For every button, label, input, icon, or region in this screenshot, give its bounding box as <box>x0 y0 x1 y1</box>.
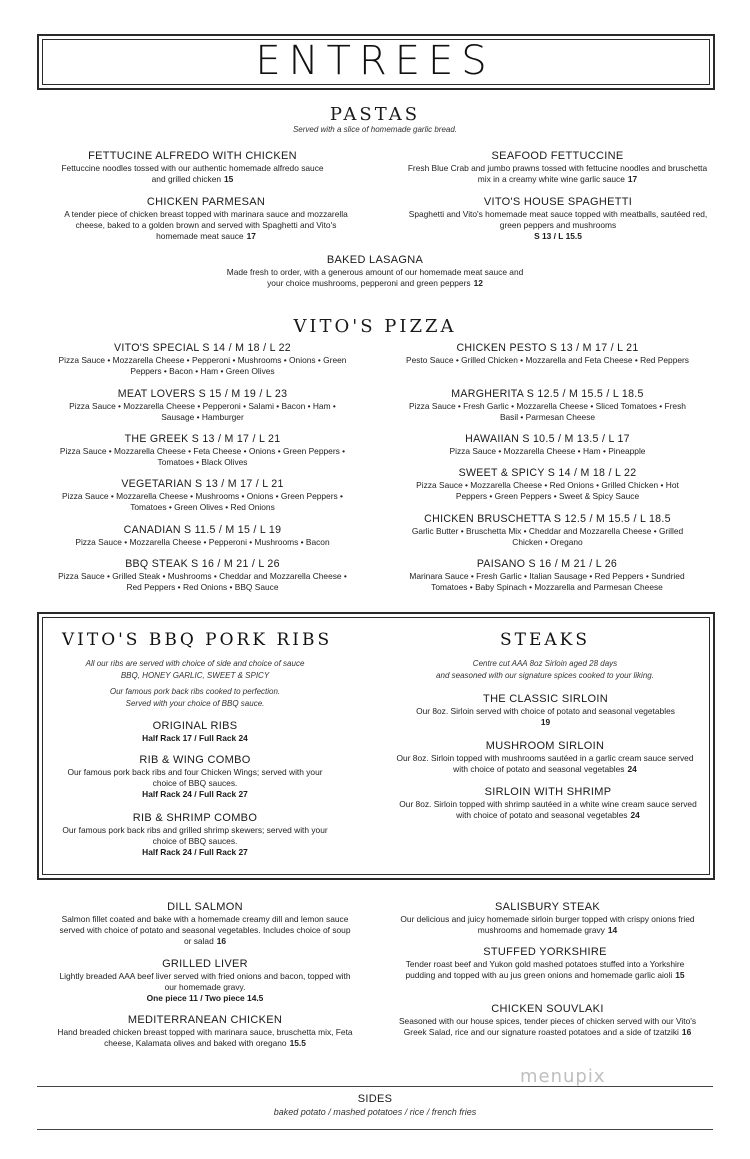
entree-item <box>55 958 355 1004</box>
pastas-note: Served with a slice of homemade garlic bread. <box>292 125 458 134</box>
entree-item <box>395 1003 700 1038</box>
steak-desc: Our 8oz. Sirloin topped with mushrooms sautéed in a garlic cream sauce served with choice of potato and seasonal vegetables <box>396 753 694 774</box>
pizza-desc: Pizza Sauce • Mozzarella Cheese • Red Onions • Grilled Chicken • Hot Peppers • Green Peppers • Sweet & Spicy Sauce <box>416 480 679 501</box>
watermark: menupix <box>520 1066 606 1087</box>
entree-price: 16 <box>681 1027 692 1037</box>
page-title: ENTREES <box>255 38 495 84</box>
steak-desc: Our 8oz. Sirloin served with choice of potato and seasonal vegetables <box>416 706 675 716</box>
steaks-note-2: and seasoned with our signature spices cooked to your liking. <box>436 671 654 680</box>
pizza-desc: Pizza Sauce • Mozzarella Cheese • Feta Cheese • Onions • Green Peppers • Tomatoes • Black Olives <box>59 446 346 467</box>
pizza-name: PAISANO S 16 / M 21 / L 26 <box>476 558 618 570</box>
ribs-name: ORIGINAL RIBS <box>152 720 238 732</box>
steak-desc: Our 8oz. Sirloin topped with shrimp sautéed in a white wine cream sauce served with choice of potato and seasonal vegetables <box>399 799 697 820</box>
pizza-item <box>55 388 350 423</box>
pizza-desc: Marinara Sauce • Fresh Garlic • Italian Sausage • Red Peppers • Sundried Tomatoes • Baby Spinach • Mozzarella and Parmesan Cheese <box>409 571 685 592</box>
entree-price: 15.5 <box>289 1038 306 1048</box>
steak-item <box>398 693 693 728</box>
sides-list: baked potato / mashed potatoes / rice / french fries <box>273 1107 477 1117</box>
entree-name: SALISBURY STEAK <box>495 901 600 913</box>
ribs-note-4: Served with your choice of BBQ sauce. <box>125 699 265 708</box>
pastas-heading: PASTAS <box>329 104 421 125</box>
pizza-name: BBQ STEAK S 16 / M 21 / L 26 <box>125 558 280 570</box>
pizza-name: CANADIAN S 11.5 / M 15 / L 19 <box>123 524 282 536</box>
pasta-desc: Fettuccine noodles tossed with our authentic homemade alfredo sauce and grilled chicken <box>61 163 324 184</box>
pizza-item <box>55 433 350 468</box>
steaks-note <box>400 658 690 682</box>
ribs-note-2: BBQ, HONEY GARLIC, SWEET & SPICY <box>120 671 270 680</box>
pasta-item <box>405 150 710 185</box>
steak-price: 19 <box>540 717 551 727</box>
pasta-name: BAKED LASAGNA <box>326 254 424 266</box>
steak-price: 24 <box>627 764 637 774</box>
entree-item <box>55 901 355 947</box>
ribs-note-3: Our famous pork back ribs cooked to perfection. <box>109 687 281 696</box>
entree-name: MEDITERRANEAN CHICKEN <box>127 1014 283 1026</box>
divider-top <box>37 1086 713 1087</box>
ribs-price: Half Rack 17 / Full Rack 24 <box>142 733 248 743</box>
pasta-desc: Fresh Blue Crab and jumbo prawns tossed with fettucine noodles and bruschetta mix in a creamy white wine garlic sauce <box>407 163 708 184</box>
pizza-item <box>400 433 695 457</box>
pizza-item <box>400 467 695 502</box>
entree-item <box>395 901 700 936</box>
pasta-desc: A tender piece of chicken breast topped with marinara sauce and mozzarella cheese, baked to a golden brown and served with Spaghetti and Vito's homemade meat sauce <box>64 209 348 241</box>
entree-desc: Seasoned with our house spices, tender pieces of chicken served with our Vito's Greek Salad, rice and our signature roasted potatoes and a side of tzatziki <box>398 1016 697 1037</box>
pizza-name: MARGHERITA S 12.5 / M 15.5 / L 18.5 <box>451 388 644 400</box>
ribs-name: RIB & SHRIMP COMBO <box>132 812 258 824</box>
ribs-item <box>55 720 335 744</box>
ribs-price: Half Rack 24 / Full Rack 27 <box>142 789 248 799</box>
pizza-heading: VITO'S PIZZA <box>293 316 457 337</box>
entree-name: GRILLED LIVER <box>162 958 248 970</box>
entree-desc: Lightly breaded AAA beef liver served with fried onions and bacon, topped with our homemade gravy. <box>59 971 351 992</box>
steak-item <box>398 786 698 821</box>
pizza-desc: Pizza Sauce • Fresh Garlic • Mozzarella Cheese • Sliced Tomatoes • Fresh Basil • Parmesan Cheese <box>409 401 686 422</box>
sides-heading: SIDES <box>357 1093 393 1105</box>
entree-name: CHICKEN SOUVLAKI <box>491 1003 604 1015</box>
entree-price: One piece 11 / Two piece 14.5 <box>146 993 264 1003</box>
pizza-desc: Pizza Sauce • Mozzarella Cheese • Pepperoni • Mushrooms • Onions • Green Peppers • Bacon • Ham • Green Olives <box>58 355 347 376</box>
entree-desc: Our delicious and juicy homemade sirloin burger topped with crispy onions fried mushrooms and homemade gravy <box>400 914 695 935</box>
ribs-item <box>55 812 335 858</box>
ribs-note <box>55 658 335 710</box>
pizza-name: THE GREEK S 13 / M 17 / L 21 <box>124 433 281 445</box>
pizza-name: SWEET & SPICY S 14 / M 18 / L 22 <box>458 467 637 479</box>
pizza-name: HAWAIIAN S 10.5 / M 13.5 / L 17 <box>465 433 630 445</box>
pasta-name: CHICKEN PARMESAN <box>146 196 266 208</box>
pasta-desc: Made fresh to order, with a generous amount of our homemade meat sauce and your choice mushrooms, pepperoni and green peppers <box>226 267 524 288</box>
pasta-item <box>62 196 350 242</box>
ribs-desc: Our famous pork back ribs and four Chicken Wings; served with your choice of BBQ sauces. <box>67 767 323 788</box>
pizza-item <box>55 342 350 377</box>
pasta-price: S 13 / L 15.5 <box>534 231 582 241</box>
pizza-desc: Pizza Sauce • Mozzarella Cheese • Mushrooms • Onions • Green Peppers • Tomatoes • Green Olives • Red Onions <box>62 491 343 512</box>
pizza-name: VEGETARIAN S 13 / M 17 / L 21 <box>121 478 284 490</box>
pizza-item <box>55 524 350 548</box>
entree-name: STUFFED YORKSHIRE <box>483 946 607 958</box>
ribs-note-1: All our ribs are served with choice of side and choice of sauce <box>85 659 305 668</box>
steak-name: THE CLASSIC SIRLOIN <box>483 693 608 705</box>
pizza-item <box>400 513 695 548</box>
pizza-desc: Pizza Sauce • Mozzarella Cheese • Pepperoni • Mushrooms • Bacon <box>75 537 330 547</box>
pizza-desc: Pizza Sauce • Grilled Steak • Mushrooms • Cheddar and Mozzarella Cheese • Red Peppers • Red Onions • BBQ Sauce <box>58 571 347 592</box>
steak-item <box>390 740 700 775</box>
steaks-heading: STEAKS <box>499 630 591 650</box>
entree-price: 14 <box>607 925 618 935</box>
ribs-name: RIB & WING COMBO <box>139 754 251 766</box>
pizza-desc: Garlic Butter • Bruschetta Mix • Cheddar and Mozzarella Cheese • Grilled Chicken • Oregano <box>411 526 684 547</box>
pasta-name: FETTUCINE ALFREDO WITH CHICKEN <box>88 150 297 162</box>
pasta-desc: Spaghetti and Vito's homemade meat sauce topped with meatballs, sautéed red, green peppers and mushrooms <box>408 209 708 230</box>
pizza-name: CHICKEN BRUSCHETTA S 12.5 / M 15.5 / L 18.5 <box>424 513 671 525</box>
entree-price: 16 <box>216 936 227 946</box>
pizza-item <box>400 342 695 366</box>
pizza-name: CHICKEN PESTO S 13 / M 17 / L 21 <box>456 342 639 354</box>
steaks-note-1: Centre cut AAA 8oz Sirloin aged 28 days <box>472 659 618 668</box>
pizza-desc: Pizza Sauce • Mozzarella Cheese • Pepperoni • Salami • Bacon • Ham • Sausage • Hamburger <box>69 401 336 422</box>
pasta-price: 17 <box>246 231 256 241</box>
entree-desc: Hand breaded chicken breast topped with marinara sauce, bruschetta mix, Feta cheese, Kalamata olives and baked with oregano <box>57 1027 353 1048</box>
entree-price: 15 <box>675 970 685 980</box>
pizza-name: VITO'S SPECIAL S 14 / M 18 / L 22 <box>114 342 291 354</box>
pizza-item <box>400 388 695 423</box>
pizza-name: MEAT LOVERS S 15 / M 19 / L 23 <box>117 388 288 400</box>
ribs-heading: VITO'S BBQ PORK RIBS <box>61 630 333 650</box>
ribs-item <box>55 754 335 800</box>
pizza-item <box>392 558 702 593</box>
pasta-price: 15 <box>224 174 234 184</box>
entree-name: DILL SALMON <box>167 901 243 913</box>
pasta-price: 12 <box>473 278 483 288</box>
pizza-item <box>55 558 350 593</box>
pizza-desc: Pizza Sauce • Mozzarella Cheese • Ham • Pineapple <box>449 446 646 456</box>
pasta-name: VITO'S HOUSE SPAGHETTI <box>483 196 633 208</box>
pizza-item <box>55 478 350 513</box>
entree-item <box>390 946 700 981</box>
pasta-item <box>225 254 525 289</box>
steak-name: SIRLOIN WITH SHRIMP <box>484 786 612 798</box>
entree-item <box>55 1014 355 1049</box>
pasta-item <box>55 150 330 185</box>
pasta-price: 17 <box>627 174 638 184</box>
divider-bottom <box>37 1129 713 1130</box>
ribs-price: Half Rack 24 / Full Rack 27 <box>142 847 248 857</box>
entree-desc: Salmon fillet coated and bake with a homemade creamy dill and lemon sauce served with choice of potato and seasonal vegetables. Includes choice of soup or salad <box>59 914 351 946</box>
entree-desc: Tender roast beef and Yukon gold mashed potatoes stuffed into a Yorkshire pudding and topped with au jus green onions and homemade garlic aioli <box>405 959 685 980</box>
ribs-desc: Our famous pork back ribs and grilled shrimp skewers; served with your choice of BBQ sauces. <box>62 825 328 846</box>
pizza-desc: Pesto Sauce • Grilled Chicken • Mozzarella and Feta Cheese • Red Peppers <box>406 355 689 365</box>
steak-price: 24 <box>630 810 640 820</box>
pasta-name: SEAFOOD FETTUCCINE <box>491 150 624 162</box>
steak-name: MUSHROOM SIRLOIN <box>485 740 605 752</box>
pasta-item <box>408 196 708 242</box>
